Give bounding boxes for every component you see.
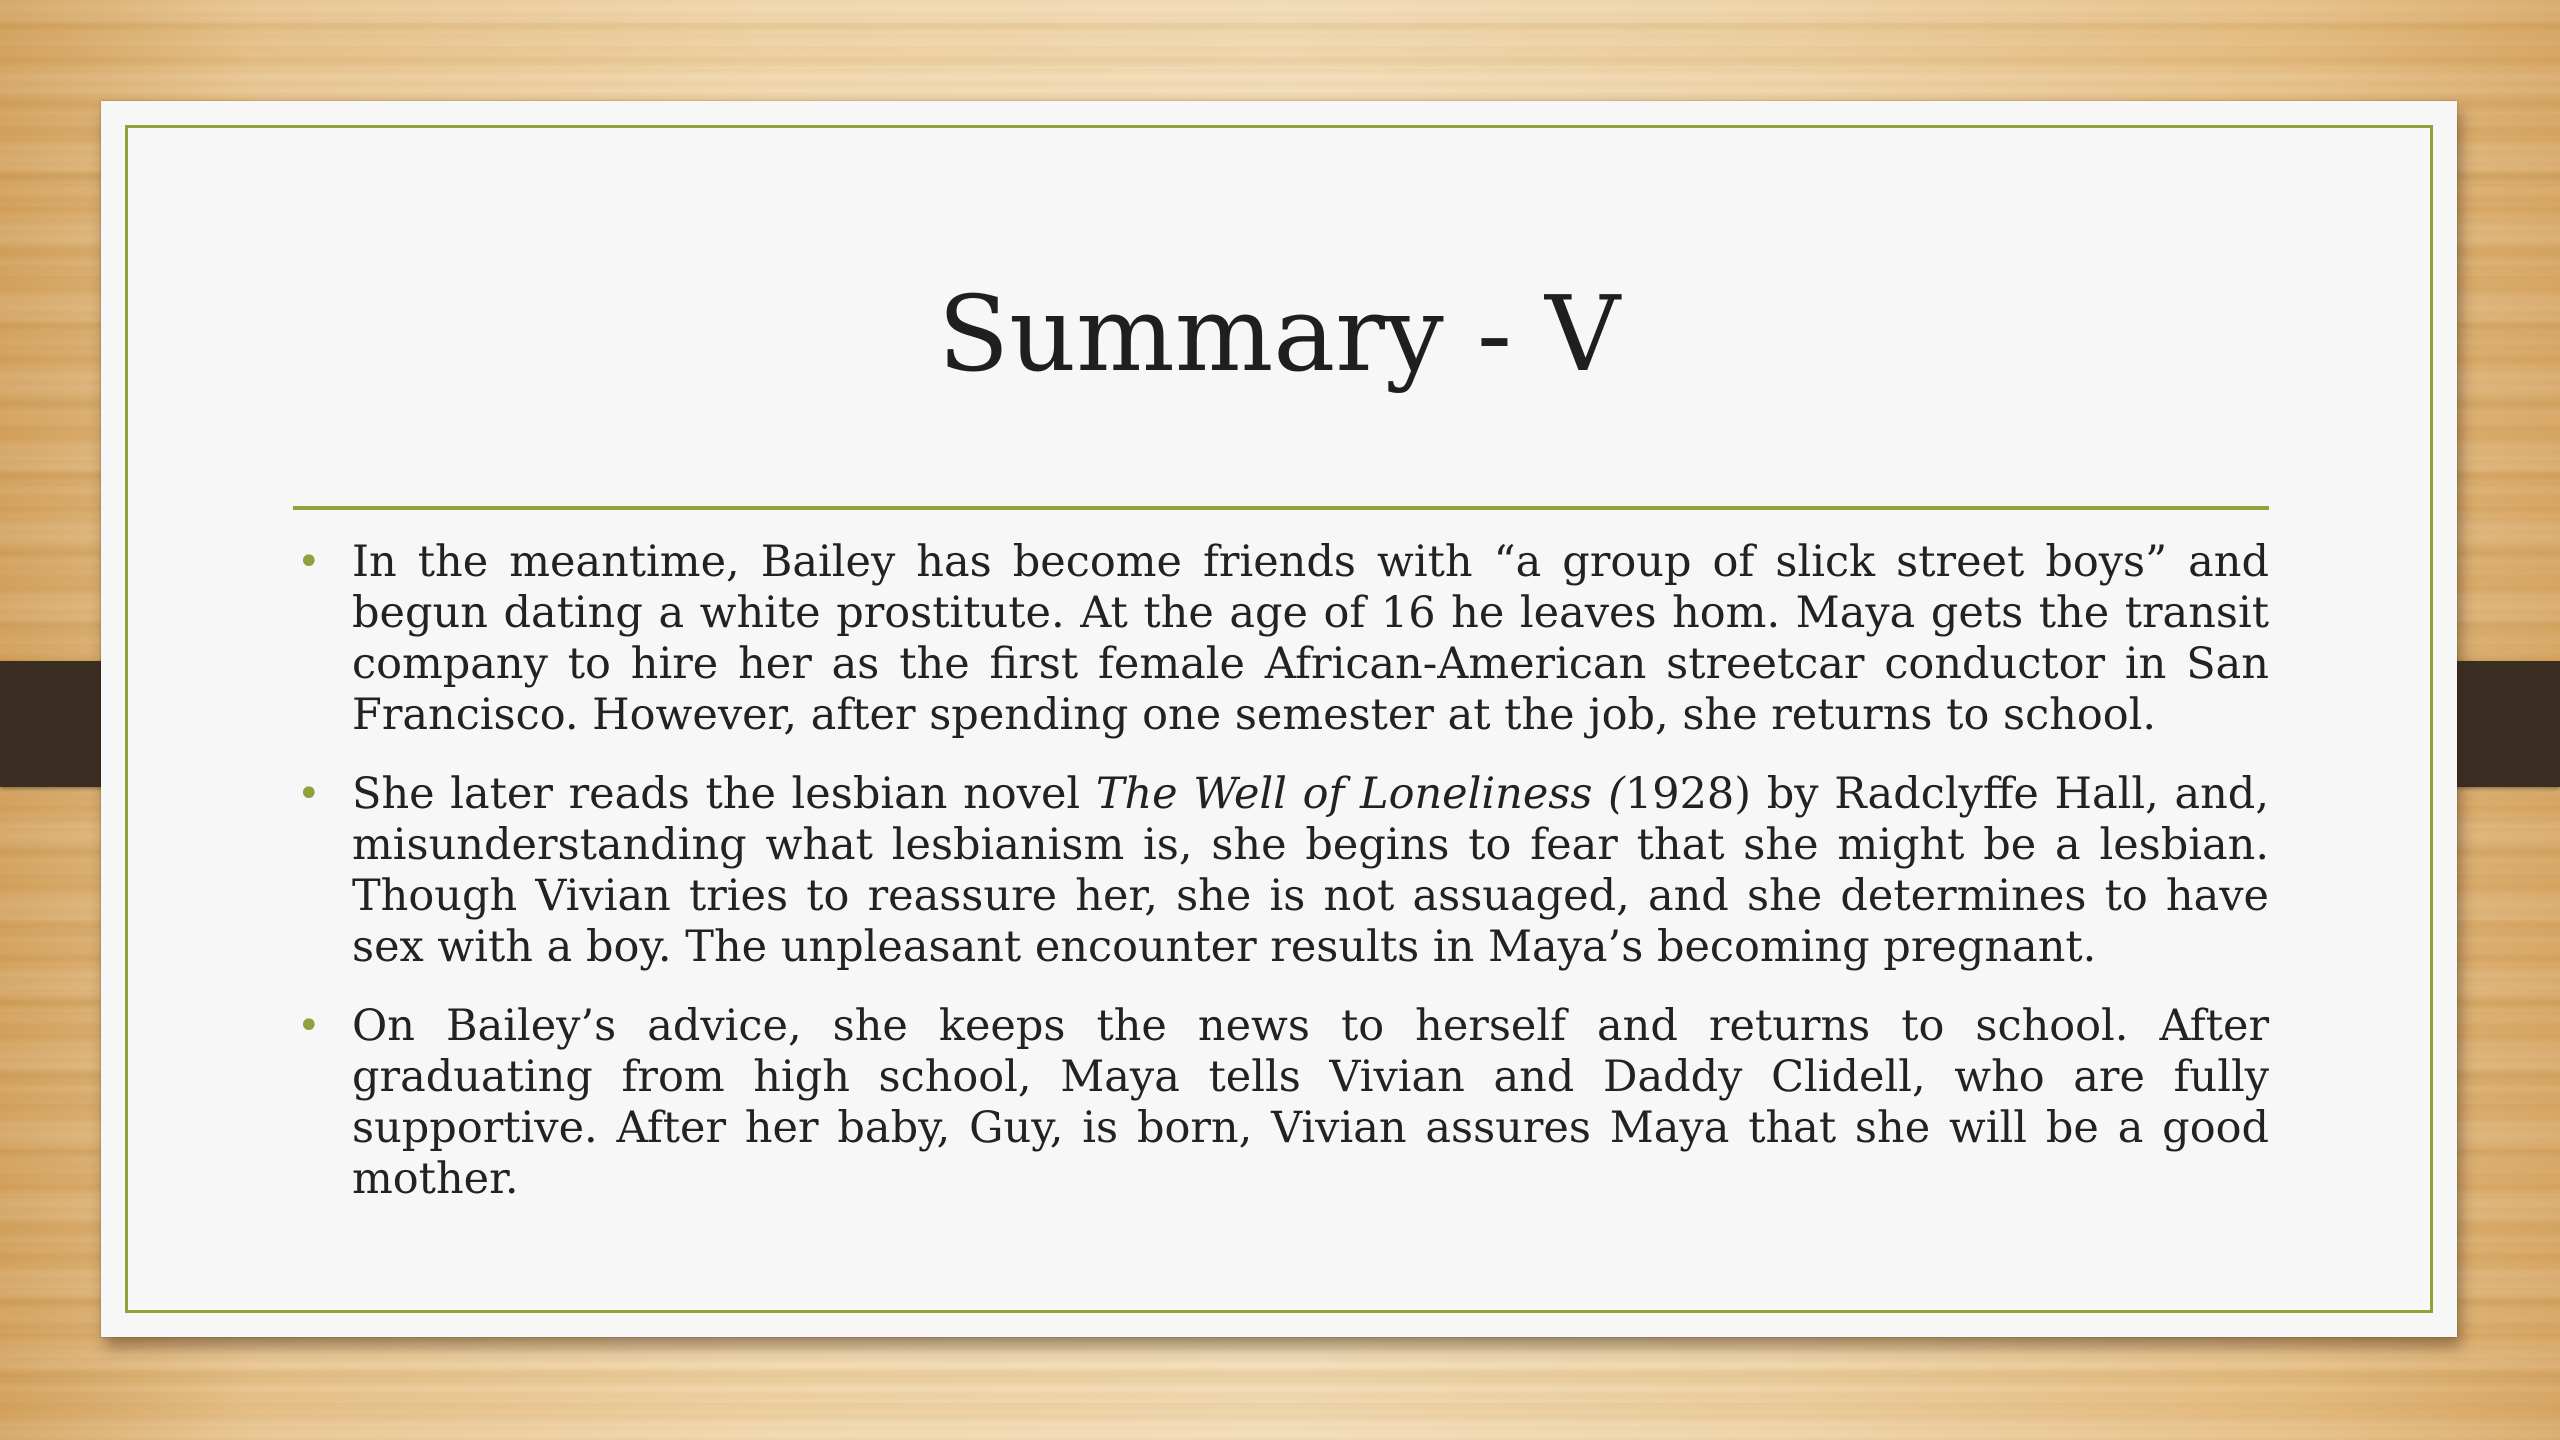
slide — [101, 101, 2457, 1337]
bullet-item — [293, 537, 2269, 741]
book-title: The Well of Loneliness ( — [1095, 769, 1625, 819]
bullet-text-end: 1928) by Radclyffe Hall, and, misunderstanding what lesbianism is, she begins to fear that she might be a lesbian. Though Vivian tries to reassure her, she is not assuaged, and she determines to have sex with a boy. The unpleasant encounter results in Maya’s becoming pregnant. — [352, 769, 2269, 972]
bullet-text: In the meantime, Bailey has become friends with “a group of slick street boys” and begun dating a white prostitute. At the age of 16 he leaves hom. Maya gets the transit company to hire her as the first female African-American streetcar conductor in San Francisco. However, after spending one semester at the job, she returns to school. — [352, 537, 2269, 740]
bullet-text-start: She later reads the lesbian novel — [352, 769, 1096, 819]
bullet-list — [293, 537, 2269, 1233]
bullet-dot-icon: • — [297, 771, 321, 817]
title-divider — [293, 506, 2269, 510]
bullet-dot-icon: • — [297, 539, 321, 585]
bullet-item — [293, 1001, 2269, 1205]
bullet-text: On Bailey’s advice, she keeps the news to herself and returns to school. After graduating from high school, Maya tells Vivian and Daddy Clidell, who are fully supportive. After her baby, Guy, is born, Vivian assures Maya that she will be a good mother. — [352, 1001, 2269, 1204]
bullet-dot-icon: • — [297, 1003, 321, 1049]
bullet-item — [293, 769, 2269, 973]
slide-title: Summary - V — [937, 273, 1621, 395]
